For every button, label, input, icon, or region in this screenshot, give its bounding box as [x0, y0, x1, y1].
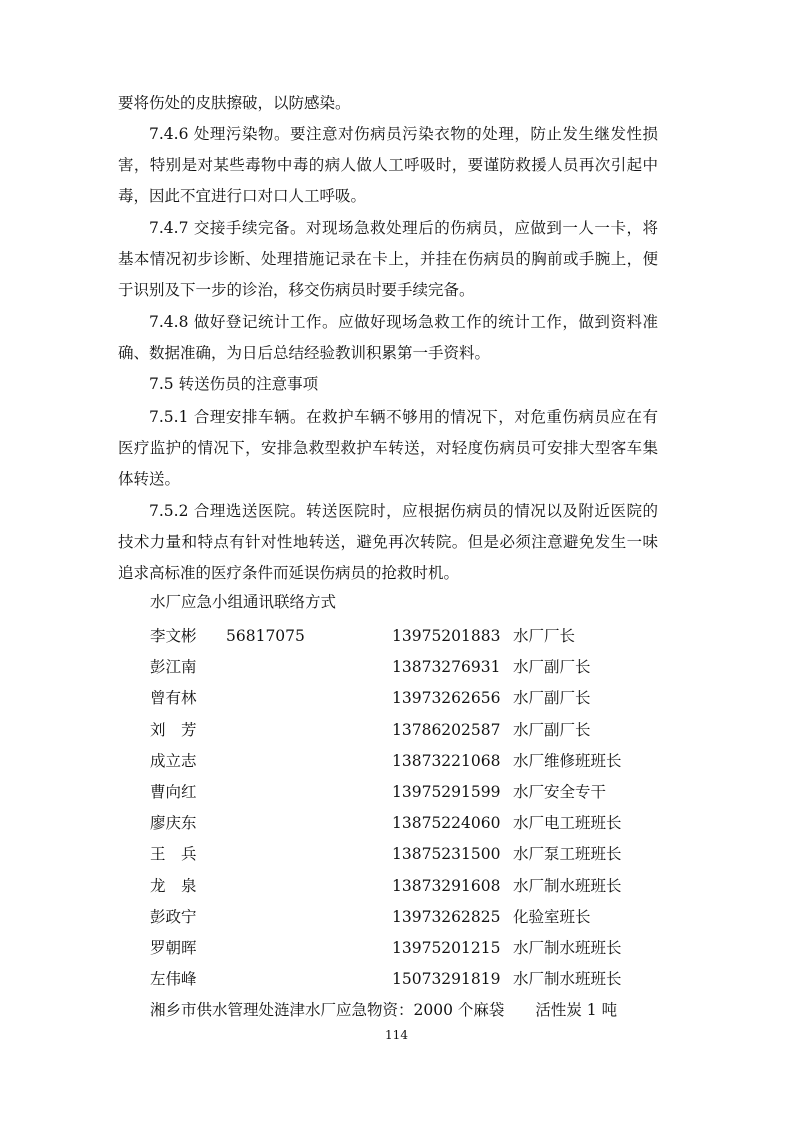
- contact-mobile: 13975201883: [392, 627, 501, 645]
- contact-role: 水厂副厂长: [513, 658, 591, 677]
- contact-row: [150, 907, 670, 938]
- contact-name: 刘 芳: [150, 720, 197, 739]
- contact-role: 水厂电工班班长: [513, 814, 622, 833]
- contact-name: 龙 泉: [150, 876, 197, 895]
- contact-name: 李文彬: [150, 627, 197, 645]
- contact-name: 罗朝晖: [150, 938, 197, 957]
- contact-row: [150, 657, 670, 688]
- contact-mobile: 13786202587: [392, 720, 501, 739]
- contact-row: [150, 782, 670, 813]
- section-heading-7-5: 7.5 转送伤员的注意事项: [149, 375, 319, 393]
- contact-role: 水厂安全专干: [513, 782, 607, 801]
- contact-name: 成立志: [150, 751, 197, 770]
- contact-role: 水厂制水班班长: [513, 970, 622, 989]
- paragraph-7-5-2: 7.5.2 合理选送医院。转送医院时，应根据伤病员的情况以及附近医院的技术力量和特点有针对性地转送，避免再次转院。但是必须注意避免发生一味追求高标准的医疗条件而延误伤病员的抢救时机。: [118, 502, 658, 582]
- emergency-supplies-line: 湘乡市供水管理处涟津水厂应急物资：2000 个麻袋 活性炭 1 吨: [150, 1001, 618, 1019]
- contact-role: 水厂泵工班班长: [513, 845, 622, 864]
- contact-role: 水厂制水班班长: [513, 876, 622, 895]
- contact-row: [150, 938, 670, 969]
- contacts-title: 水厂应急小组通讯联络方式: [150, 593, 337, 611]
- contact-name: 左伟峰: [150, 970, 197, 989]
- contact-mobile: 13873276931: [392, 658, 501, 677]
- contact-mobile: 15073291819: [392, 970, 501, 989]
- paragraph-continuation: 要将伤处的皮肤擦破，以防感染。: [118, 94, 351, 112]
- contact-mobile: 13973262656: [392, 689, 501, 708]
- contact-mobile: 13975291599: [392, 782, 501, 801]
- contact-name: 曹向红: [150, 782, 197, 801]
- contact-row: [150, 844, 670, 875]
- contact-name: 廖庆东: [150, 814, 197, 833]
- contact-row: [150, 969, 670, 1000]
- paragraph-7-4-7: 7.4.7 交接手续完备。对现场急救处理后的伤病员，应做到一人一卡，将基本情况初步诊断、处理措施记录在卡上，并挂在伤病员的胸前或手腕上，便于识别及下一步的诊治，移交伤病员时要手续完备。: [118, 219, 658, 299]
- paragraph-7-4-6: 7.4.6 处理污染物。要注意对伤病员污染衣物的处理，防止发生继发性损害，特别是对某些毒物中毒的病人做人工呼吸时，要谨防救援人员再次引起中毒，因此不宜进行口对口人工呼吸。: [118, 125, 658, 205]
- contact-mobile: 13975201215: [392, 938, 501, 957]
- contact-role: 化验室班长: [513, 907, 591, 926]
- contact-name: 王 兵: [150, 845, 197, 864]
- contact-row: [150, 720, 670, 751]
- contact-mobile: 13875231500: [392, 845, 501, 864]
- contact-role: 水厂维修班班长: [513, 751, 622, 770]
- contact-row: [150, 813, 670, 844]
- contact-role: 水厂制水班班长: [513, 938, 622, 957]
- contact-name: 曾有林: [150, 689, 197, 708]
- contact-mobile: 13873221068: [392, 751, 501, 770]
- contact-row: [150, 688, 670, 719]
- contact-row: [150, 626, 670, 657]
- contact-name: 彭政宁: [150, 907, 197, 926]
- paragraph-7-5-1: 7.5.1 合理安排车辆。在救护车辆不够用的情况下，对危重伤病员应在有医疗监护的情况下，安排急救型救护车转送，对轻度伤病员可安排大型客车集体转送。: [118, 408, 658, 488]
- contact-mobile: 13873291608: [392, 876, 501, 895]
- contact-row: [150, 751, 670, 782]
- contact-row: [150, 876, 670, 907]
- paragraph-7-4-8: 7.4.8 做好登记统计工作。应做好现场急救工作的统计工作，做到资料准确、数据准确，为日后总结经验教训积累第一手资料。: [118, 313, 658, 362]
- contact-mobile: 13875224060: [392, 814, 501, 833]
- contacts-table: [150, 626, 670, 1000]
- contact-office-phone: 56817075: [226, 627, 305, 645]
- contact-mobile: 13973262825: [392, 907, 501, 926]
- page-number: 114: [385, 1028, 408, 1042]
- contact-role: 水厂副厂长: [513, 689, 591, 708]
- contact-role: 水厂厂长: [513, 627, 576, 645]
- contact-role: 水厂副厂长: [513, 720, 591, 739]
- contact-name: 彭江南: [150, 658, 197, 677]
